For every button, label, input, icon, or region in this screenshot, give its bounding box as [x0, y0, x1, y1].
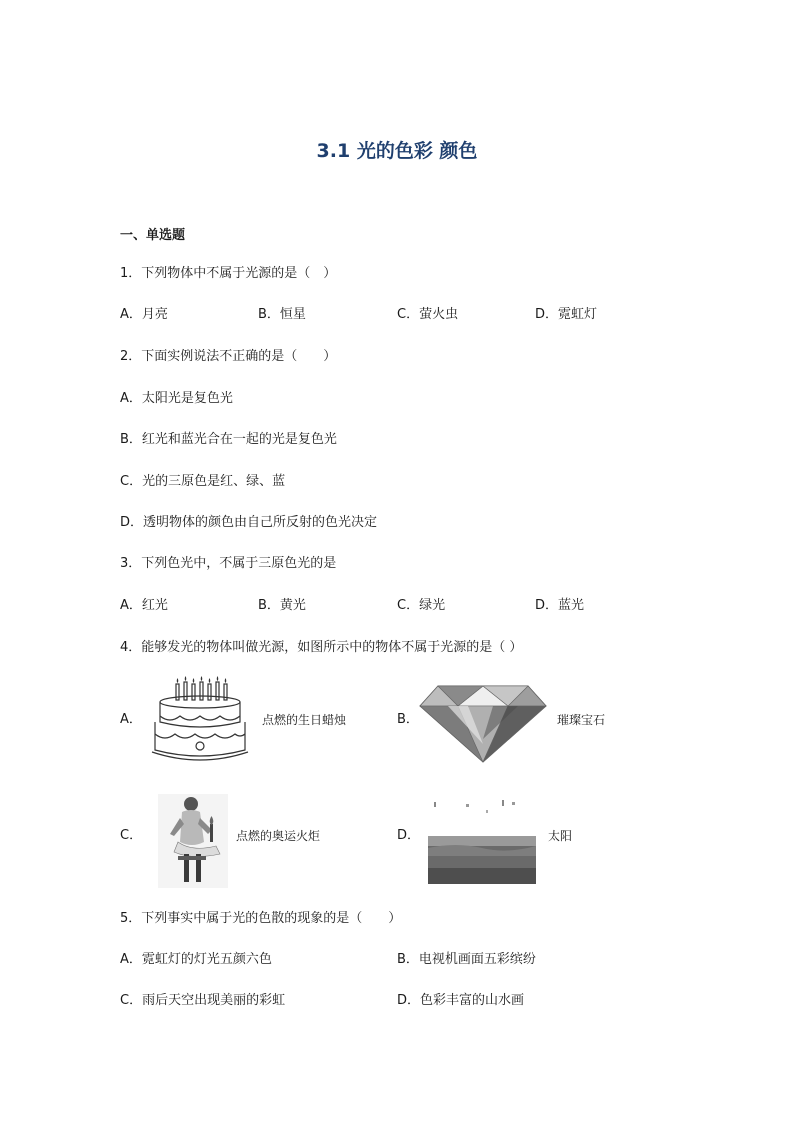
q4-option-b-caption: 璀璨宝石: [557, 713, 606, 727]
question-1-stem: 1．下列物体中不属于光源的是（ ）: [120, 266, 337, 281]
q4-option-a-caption: 点燃的生日蜡烛: [262, 713, 347, 727]
q3-option-b: B．黄光: [258, 598, 306, 613]
q4-option-d-caption: 太阳: [548, 829, 573, 843]
section-heading: 一、单选题: [120, 228, 186, 243]
q4-option-c-caption: 点燃的奥运火炬: [236, 829, 321, 843]
q5-option-b: B．电视机画面五彩缤纷: [397, 952, 536, 967]
q3-option-c: C．绿光: [397, 598, 446, 613]
q5-option-a: A．霓虹灯的灯光五颜六色: [120, 952, 272, 967]
birthday-cake-image: [150, 676, 250, 764]
question-5-stem: 5．下列事实中属于光的色散的现象的是（ ）: [120, 911, 402, 926]
q3-option-d: D．蓝光: [535, 598, 585, 613]
q2-option-b: B．红光和蓝光合在一起的光是复色光: [120, 432, 337, 447]
q2-option-c: C．光的三原色是红、绿、蓝: [120, 474, 286, 489]
q4-option-a-letter: A．: [120, 712, 142, 727]
q5-option-c: C．雨后天空出现美丽的彩虹: [120, 993, 286, 1008]
q1-option-c: C．萤火虫: [397, 307, 459, 322]
q1-option-d: D．霓虹灯: [535, 307, 598, 322]
question-2-stem: 2．下面实例说法不正确的是（ ）: [120, 349, 337, 364]
q3-option-a: A．红光: [120, 598, 168, 613]
diamond-gem-image: [418, 684, 548, 764]
question-3-stem: 3．下列色光中，不属于三原色光的是: [120, 556, 337, 571]
page-title: 3.1 光的色彩 颜色: [316, 140, 478, 162]
q4-option-b-letter: B．: [397, 712, 419, 727]
q5-option-d: D．色彩丰富的山水画: [397, 993, 525, 1008]
olympic-torch-bearer-image: [158, 794, 228, 888]
q1-option-a: A．月亮: [120, 307, 168, 322]
sun-landscape-image: [426, 796, 538, 884]
q4-option-d-letter: D．: [397, 828, 421, 843]
q2-option-d: D．透明物体的颜色由自己所反射的色光决定: [120, 515, 378, 530]
question-4-stem: 4．能够发光的物体叫做光源，如图所示中的物体不属于光源的是（ ）: [120, 640, 523, 655]
q1-option-b: B．恒星: [258, 307, 306, 322]
q2-option-a: A．太阳光是复色光: [120, 391, 233, 406]
q4-option-c-letter: C．: [120, 828, 143, 843]
